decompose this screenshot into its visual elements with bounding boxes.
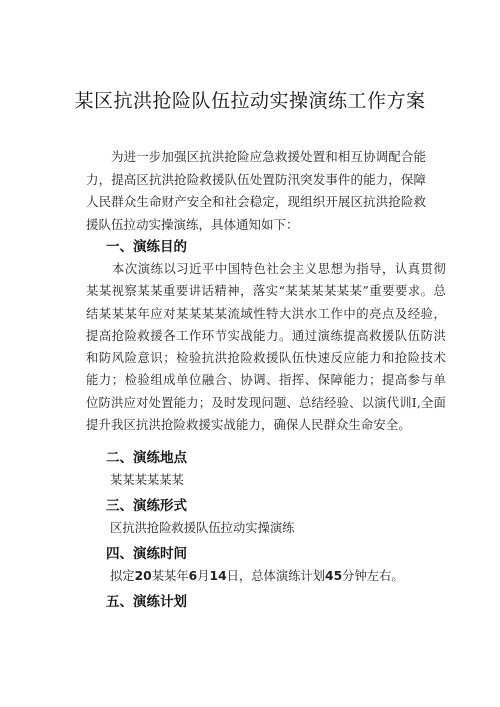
section-heading-plan: 五、演练计划 [106, 594, 187, 610]
section-heading-time: 四、演练时间 [106, 546, 187, 562]
section-body-purpose: 本次演练以习近平中国特色社会主义思想为指导，认真贯彻某某视察某某重要讲话精神，落实“某某某某某某”重要要求。总结某某某年应对某某某某流域性特大洪水工作中的亮点及经验，提高抢险救援各工作环节实战能力。通过演练提高救援队伍防洪和防风险意识；检验抗洪抢险救援队伍快速反应能力和抢险技术能力；检验组成单位融合、协调、指挥、保障能力；提高参与单位防洪应对处置能力；及时发现问题、总结经验、以演代训I,全面提升我区抗洪抢险救援实战能力，确保人民群众生命安全。 [86, 262, 446, 433]
time-text: 拟定 [110, 569, 135, 583]
section-heading-purpose: 一、演练目的 [106, 239, 187, 255]
time-month-number: 6 [188, 569, 198, 583]
time-text: 某某年 [151, 569, 189, 583]
time-text: 日，总体演练计划 [226, 569, 326, 583]
section-heading-format: 三、演练形式 [106, 498, 187, 514]
section-heading-location: 二、演练地点 [106, 450, 187, 466]
time-text: 月 [197, 569, 210, 583]
time-year-number: 20 [134, 569, 152, 583]
intro-paragraph: 为进一步加强区抗洪抢险应急救援处置和相互协调配合能力，提高区抗洪抢险救援队伍处置防汛突发事件的能力，保障人民群众生命财产安全和社会稳定，现组织开展区抗洪抢险救援队伍拉动实操演练，具体通知如下： [86, 149, 426, 232]
time-text: 分钟左右。 [342, 569, 404, 583]
time-day-number: 14 [209, 569, 227, 583]
section-body-format: 区抗洪抢险救援队伍拉动实操演练 [110, 521, 295, 535]
section-body-location: 某某某某某某 [110, 473, 184, 487]
section-body-time [110, 566, 404, 584]
document-title: 某区抗洪抢险队伍拉动实操演练工作方案 [74, 90, 426, 112]
time-duration-number: 45 [325, 569, 343, 583]
